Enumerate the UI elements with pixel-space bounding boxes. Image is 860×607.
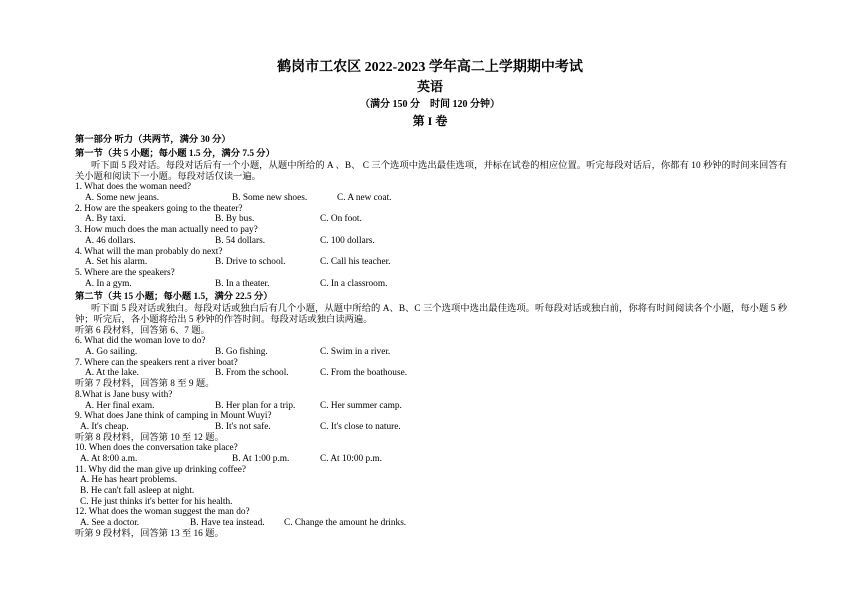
option-b: B. He can't fall asleep at night. bbox=[80, 486, 195, 496]
volume-heading: 第 I 卷 bbox=[412, 114, 448, 128]
question-2: 2. How are the speakers going to the theater? bbox=[75, 203, 243, 214]
option-a: A. It's cheap. bbox=[80, 421, 129, 432]
option-a: A. By taxi. bbox=[85, 214, 126, 225]
option-c: C. He just thinks it's better for his health. bbox=[80, 496, 233, 507]
question-7: 7. Where can the speakers rent a river boat? bbox=[75, 357, 238, 368]
exam-body bbox=[75, 132, 787, 539]
option-a: A. At the lake. bbox=[85, 368, 139, 379]
question-6-options bbox=[75, 347, 787, 358]
question-2-options bbox=[75, 214, 787, 225]
question-9: 9. What does Jane think of camping in Mount Wuyi? bbox=[75, 411, 272, 422]
question-6: 6. What did the woman love to do? bbox=[75, 336, 206, 347]
option-c: C. Call his teacher. bbox=[320, 257, 391, 268]
section2-heading: 第二节（共 15 小题；每小题 1.5，满分 22.5 分） bbox=[75, 292, 273, 303]
option-a: A. Set his alarm. bbox=[85, 257, 148, 268]
option-b: B. From the school. bbox=[215, 368, 289, 379]
question-4: 4. What will the man probably do next? bbox=[75, 246, 223, 257]
question-4-options bbox=[75, 257, 787, 268]
question-3-options bbox=[75, 236, 787, 247]
option-b: B. 54 dollars. bbox=[215, 235, 266, 246]
material-6: 听第 6 段材料，回答第 6、7 题。 bbox=[75, 325, 210, 336]
subject-heading: 英语 bbox=[416, 79, 443, 94]
option-a: A. Some new jeans. bbox=[85, 193, 160, 204]
option-c: C. Change the amount he drinks. bbox=[284, 518, 407, 529]
option-b: B. Her plan for a trip. bbox=[215, 400, 296, 411]
option-b: B. By bus. bbox=[215, 214, 255, 225]
option-c: C. A new coat. bbox=[337, 193, 392, 204]
score-time-info: （满分 150 分 时间 120 分钟） bbox=[360, 99, 500, 110]
option-b: B. In a theater. bbox=[215, 278, 270, 289]
option-b: B. Have tea instead. bbox=[190, 518, 265, 529]
question-3: 3. How much does the man actually need to pay? bbox=[75, 225, 258, 236]
option-a: A. Her final exam. bbox=[85, 400, 155, 411]
question-10: 10. When does the conversation take place? bbox=[75, 443, 238, 454]
option-a: A. 46 dollars. bbox=[85, 235, 136, 246]
exam-title: 鹤岗市工农区 2022-2023 学年高二上学期期中考试 bbox=[277, 60, 583, 75]
option-b: B. It's not safe. bbox=[215, 421, 271, 432]
option-a: A. In a gym. bbox=[85, 278, 132, 289]
option-c: C. At 10:00 p.m. bbox=[320, 453, 382, 464]
option-c: C. 100 dollars. bbox=[320, 235, 375, 246]
option-c: C. Swim in a river. bbox=[320, 347, 391, 358]
option-a: A. At 8:00 a.m. bbox=[80, 453, 138, 464]
option-a: A. Go sailing. bbox=[85, 347, 138, 358]
question-11: 11. Why did the man give up drinking coffee? bbox=[75, 464, 247, 475]
material-8: 听第 8 段材料，回答第 10 至 12 题。 bbox=[75, 432, 224, 443]
option-c: C. On foot. bbox=[320, 214, 362, 225]
option-c: C. It's close to nature. bbox=[320, 421, 401, 432]
option-b: B. Go fishing. bbox=[215, 347, 268, 358]
part1-heading: 第一部分 听力（共两节，满分 30 分） bbox=[75, 135, 231, 145]
question-10-options bbox=[75, 454, 787, 465]
material-7: 听第 7 段材料，回答第 8 至 9 题。 bbox=[75, 379, 215, 390]
section2-instructions: 听下面 5 段对话或独白。每段对话或独白后有几个小题，从题中所给的 A、B、C 三个选项中选出最佳选项。听每段对话或独白前，你将有时间阅读各个小题，每小题 5 秒钟；听完后，各小题将给出 5 秒钟的作答时间。每段对话或独白读两遍。 bbox=[75, 304, 787, 325]
question-1-options bbox=[75, 193, 787, 204]
option-b: B. Some new shoes. bbox=[232, 193, 308, 204]
question-7-options bbox=[75, 368, 787, 379]
option-a: A. See a doctor. bbox=[80, 518, 140, 529]
question-12: 12. What does the woman suggest the man do? bbox=[75, 507, 250, 518]
question-5-options bbox=[75, 279, 787, 290]
question-1: 1. What does the woman need? bbox=[75, 182, 192, 193]
question-5: 5. Where are the speakers? bbox=[75, 267, 175, 278]
option-c: C. Her summer camp. bbox=[320, 400, 402, 411]
question-8-options bbox=[75, 401, 787, 412]
question-9-options bbox=[75, 422, 787, 433]
material-9: 听第 9 段材料，回答第 13 至 16 题。 bbox=[75, 528, 224, 539]
section1-instructions: 听下面 5 段对话。每段对话后有一个小题，从题中所给的 A 、B、 C 三个选项中选出最佳选项，并标在试卷的相应位置。听完每段对话后，你都有 10 秒钟的时间来回答有关小题和阅读下一小题。每段对话仅读一遍。 bbox=[75, 161, 787, 182]
option-c: C. In a classroom. bbox=[320, 278, 388, 289]
option-b: B. Drive to school. bbox=[215, 257, 286, 268]
option-c: C. From the boathouse. bbox=[320, 368, 408, 379]
option-a: A. He has heart problems. bbox=[80, 475, 178, 486]
section1-heading: 第一节（共 5 小题；每小题 1.5 分，满分 7.5 分） bbox=[75, 149, 275, 159]
question-12-options bbox=[75, 518, 787, 529]
question-8: 8.What is Jane busy with? bbox=[75, 389, 173, 400]
option-b: B. At 1:00 p.m. bbox=[232, 453, 290, 464]
